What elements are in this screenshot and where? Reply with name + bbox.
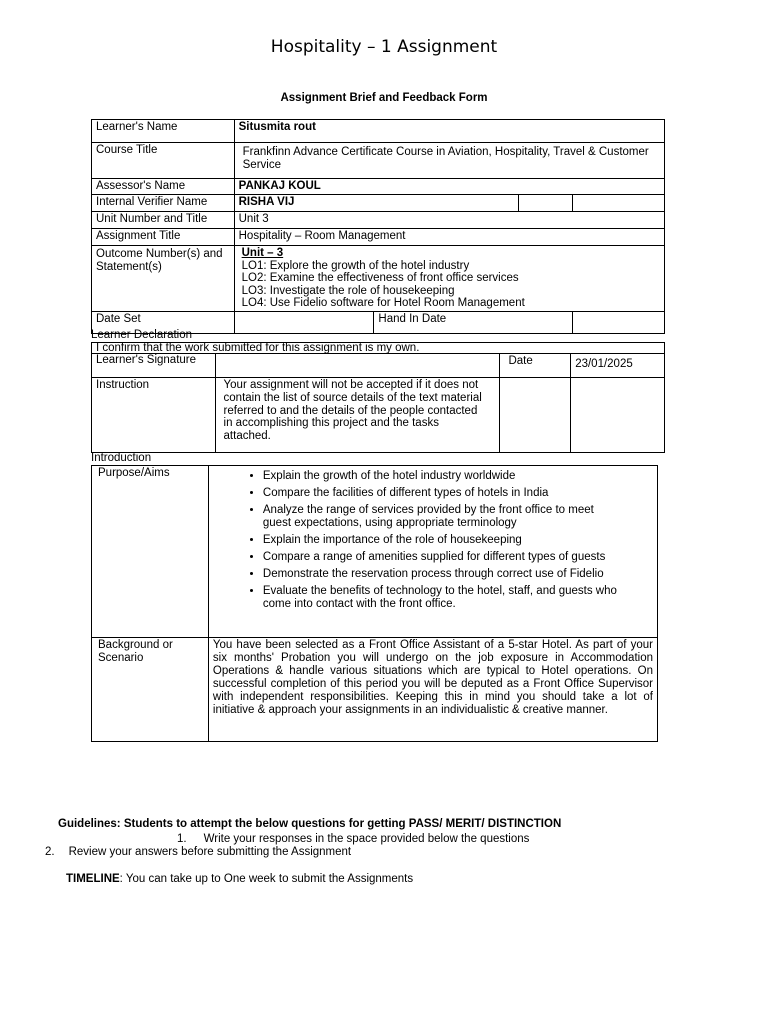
assessor-value: PANKAJ KOUL [234,179,664,195]
aim-item: • Explain the growth of the hotel industry worldwide [263,470,653,483]
declaration-statement: I confirm that the work submitted for this assignment is my own. [92,343,665,354]
date-set-label: Date Set [92,311,235,333]
instruction-extra-cell [500,378,571,453]
date-label: Date [500,354,571,378]
hand-in-date-value [573,311,665,333]
aim-item: • Demonstrate the reservation process through correct use of Fidelio [263,568,653,581]
purpose-label: Purpose/Aims [92,466,209,638]
unit-label: Unit Number and Title [92,212,235,229]
declaration-table [91,342,665,453]
guidelines-heading [58,818,561,831]
outcome-line: LO1: Explore the growth of the hotel industry [241,259,470,272]
aim-item: • Analyze the range of services provided by the front office to meet guest expectations, using appropriate terminology [263,504,653,530]
guideline-item-2 [45,846,351,859]
assignment-title-value: Hospitality – Room Management [234,229,664,246]
assignment-title-label: Assignment Title [92,229,235,246]
outcome-label: Outcome Number(s) and Statement(s) [92,246,235,312]
guideline-item-text: Write your responses in the space provided below the questions [203,833,530,845]
aims-list [213,470,653,611]
verifier-label: Internal Verifier Name [92,195,235,212]
learner-name-value: Situsmita rout [234,120,664,143]
timeline-rest: : You can take up to One week to submit the Assignments [119,873,414,885]
instruction-extra-cell [571,378,665,453]
page-title: Hospitality – 1 Assignment [270,37,498,57]
course-title-value: Frankfinn Advance Certificate Course in Aviation, Hospitality, Travel & Customer Service [234,143,664,179]
learner-declaration-label: Learner Declaration [91,329,193,341]
background-label: Background or Scenario [92,638,209,742]
purpose-aims [208,466,657,638]
learner-name-label: Learner's Name [92,120,235,143]
verifier-extra-cell [573,195,665,212]
guideline-item-1 [177,833,529,846]
hand-in-date-label: Hand In Date [374,311,573,333]
introduction-table [91,465,658,742]
date-set-value [234,311,374,333]
aim-item: • Evaluate the benefits of technology to the hotel, staff, and guests who come into contact with the front office. [263,585,653,611]
timeline-text [66,873,413,886]
date-value: 23/01/2025 [571,354,665,378]
outcome-line: LO4: Use Fidelio software for Hotel Room Management [241,297,525,309]
guideline-item-number: 2. [45,846,55,858]
form-subtitle: Assignment Brief and Feedback Form [280,92,488,104]
guidelines-heading-rest: : Students to attempt the below questions for getting PASS/ MERIT/ DISTINCTION [116,818,562,830]
outcome-line: LO2: Examine the effectiveness of front office services LO3: Investigate the role of housekeeping [241,272,519,297]
guidelines-heading-bold: Guidelines [58,818,117,830]
aim-item: • Explain the importance of the role of housekeeping [263,534,653,547]
assessor-label: Assessor's Name [92,179,235,195]
introduction-label: Introduction [91,452,152,464]
instruction-text [215,378,500,453]
verifier-value: RISHA VIJ [234,195,519,212]
course-title-label: Course Title [92,143,235,179]
guideline-item-text: Review your answers before submitting the Assignment [68,846,352,858]
instruction-label: Instruction [92,378,216,453]
background-text: You have been selected as a Front Office Assistant of a 5-star Hotel. As part of your six months' Probation you will undergo on the job exposure in Accommodation Operations & handle various situations which are typical to Hotel operations. On successful completion of this period you will be deputed as a Front Office Supervisor with independent responsibilities. Keeping this in mind you should take a lot of initiative & approach your assignments in an individualistic & creative manner. [208,638,657,742]
outcome-value [234,246,664,312]
timeline-bold: TIMELINE [66,873,120,885]
guideline-item-number: 1. [177,833,187,845]
instruction-body: Your assignment will not be accepted if it does not contain the list of source details of the text material referred to and the details of the people contacted in accomplishing this project and the tasks attached. [223,379,482,443]
unit-value: Unit 3 [234,212,664,229]
aim-item: • Compare a range of amenities supplied for different types of guests [263,551,653,564]
verifier-extra-cell [519,195,573,212]
outcome-unit: Unit – 3 [241,247,284,259]
learner-info-table [91,119,665,334]
aim-item: • Compare the facilities of different types of hotels in India [263,487,653,500]
signature-value [215,354,500,378]
signature-label: Learner's Signature [92,354,216,378]
